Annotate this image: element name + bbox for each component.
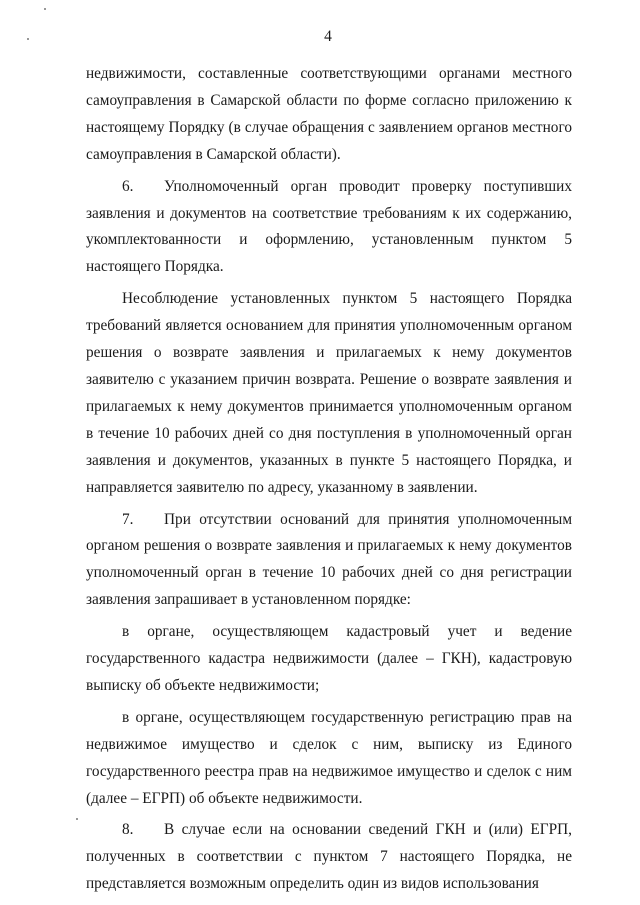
item-number: 6. <box>122 177 134 195</box>
document-body <box>86 61 572 898</box>
scan-speck <box>44 8 46 10</box>
paragraph-gkn-request <box>86 619 572 700</box>
paragraph-text: Несоблюдение установленных пунктом 5 настоящего Порядка требований является основанием для принятия уполномоченным органом решения о возврате заявления и прилагаемых к нему документов заявителю с указанием причин возврата. Решение о возврате заявления и прилагаемых к нему документов принимается уполномоченным органом в течение 10 рабочих дней со дня поступления в уполномоченный орган заявления и документов, указанных в пункте 5 настоящего Порядка, и направляется заявителю по адресу, указанному в заявлении. <box>86 290 572 496</box>
page-number: 4 <box>324 28 332 45</box>
paragraph-text: Уполномоченный орган проводит проверку поступивших заявления и документов на соответствие требованиям к их содержанию, укомплектованности и оформлению, установленным пунктом 5 настоящего Порядка. <box>86 177 572 276</box>
paragraph-continuation <box>86 61 572 169</box>
item-number: 7. <box>122 510 134 528</box>
paragraph-item-7 <box>86 507 572 615</box>
paragraph-text: В случае если на основании сведений ГКН и (или) ЕГРП, полученных в соответствии с пунктом 7 настоящего Порядка, не представляется возможным определить один из видов использования <box>86 821 572 893</box>
paragraph-item-6 <box>86 174 572 282</box>
paragraph-text: недвижимости, составленные соответствующими органами местного самоуправления в Самарской области по форме согласно приложению к настоящему Порядку (в случае обращения с заявлением органов местного самоуправления в Самарской области). <box>86 65 572 163</box>
paragraph-item-8 <box>86 817 572 898</box>
paragraph-text: При отсутствии оснований для принятия уполномоченным органом решения о возврате заявления и прилагаемых к нему документов уполномоченный орган в течение 10 рабочих дней со дня регистрации заявления запрашивает в установленном порядке: <box>86 510 572 609</box>
scan-speck <box>76 818 78 820</box>
paragraph-nonconformity <box>86 286 572 501</box>
item-number: 8. <box>122 821 134 839</box>
paragraph-text: в органе, осуществляющем кадастровый учет и ведение государственного кадастра недвижимости (далее – ГКН), кадастровую выписку об объекте недвижимости; <box>86 623 572 694</box>
paragraph-text: в органе, осуществляющем государственную регистрацию прав на недвижимое имущество и сделок с ним, выписку из Единого государственного реестра прав на недвижимое имущество и сделок с ним (далее – ЕГРП) об объекте недвижимости. <box>86 708 572 807</box>
paragraph-egrp-request <box>86 705 572 813</box>
